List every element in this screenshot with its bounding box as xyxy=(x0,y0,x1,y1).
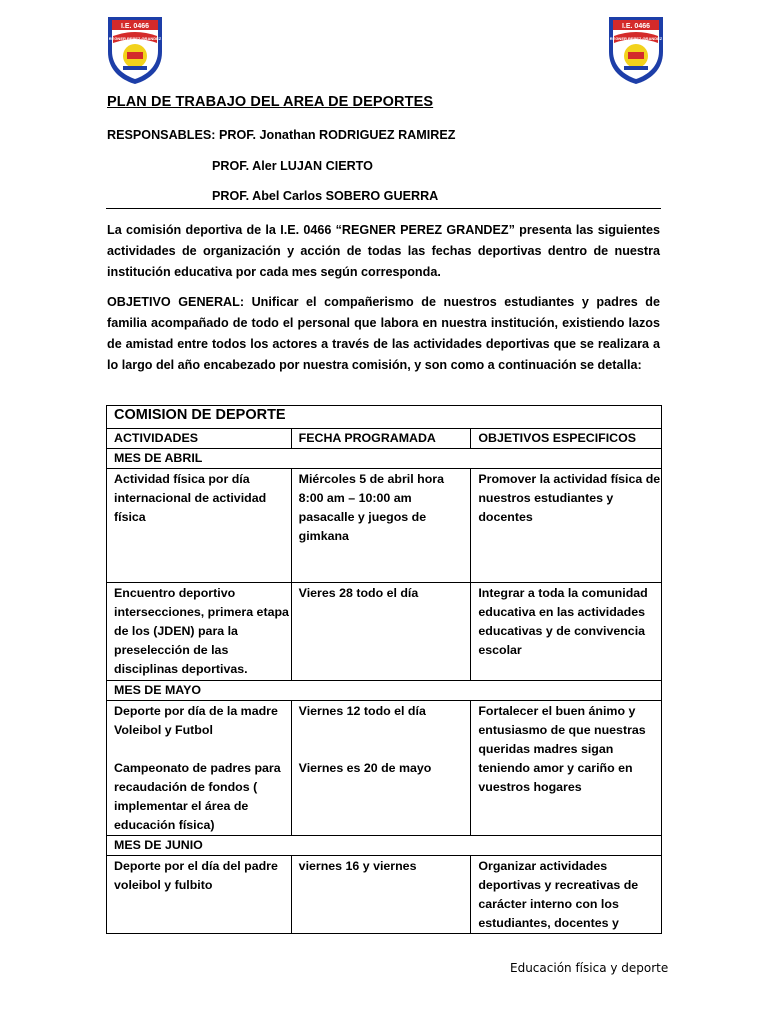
intro-paragraph: La comisión deportiva de la I.E. 0466 “REGNER PEREZ GRANDEZ” presenta las siguientes actividades de organización y acción de todas las fechas deportivas dentro de nuestra institución educativa por cada mes según corresponda. xyxy=(107,223,660,279)
month-label: MES DE ABRIL xyxy=(107,449,662,469)
school-crest-logo-left xyxy=(105,14,165,86)
date-cell: Vieres 28 todo el día xyxy=(291,583,471,681)
table-row xyxy=(107,856,662,934)
date-cell: Miércoles 5 de abril hora 8:00 am – 10:00 am pasacalle y juegos de gimkana xyxy=(291,469,471,583)
date-text: Viernes es 20 de mayo xyxy=(298,761,432,775)
responsable-prof-2: PROF. Aler LUJAN CIERTO xyxy=(212,159,373,173)
school-crest-logo-right xyxy=(606,14,666,86)
objective-cell: Promover la actividad física de nuestros estudiantes y docentes xyxy=(471,469,662,583)
activity-cell xyxy=(107,701,292,836)
table-row xyxy=(107,469,662,583)
activity-cell: Encuentro deportivo intersecciones, primera etapa de los (JDEN) para la preselección de las disciplinas deportivas. xyxy=(107,583,292,681)
activity-cell: Deporte por el día del padre voleibol y fulbito xyxy=(107,856,292,934)
activity-cell: Actividad física por día internacional de actividad física xyxy=(107,469,292,583)
header-objetivos: OBJETIVOS ESPECIFICOS xyxy=(471,429,662,449)
activity-text: Deporte por día de la madre Voleibol y Futbol xyxy=(114,704,278,737)
responsable-prof-3: PROF. Abel Carlos SOBERO GUERRA xyxy=(212,189,439,203)
crest-top-text: I.E. 0466 xyxy=(120,23,150,30)
activity-text: Campeonato de padres para recaudación de fondos ( implementar el área de educación física) xyxy=(114,761,281,832)
date-text: Viernes 12 todo el día xyxy=(298,704,426,718)
crest-band-text: REGNER PEREZ GRANDEZ xyxy=(609,36,663,41)
table-caption-row xyxy=(107,406,662,429)
objective-cell: Organizar actividades deportivas y recreativas de carácter interno con los estudiantes, docentes y xyxy=(471,856,662,934)
month-row-abril xyxy=(107,449,662,469)
objective-cell: Fortalecer el buen ánimo y entusiasmo de que nuestras queridas madres sigan teniendo amor y cariño en vuestros hogares xyxy=(471,701,662,836)
header-divider xyxy=(106,208,661,209)
month-row-junio xyxy=(107,836,662,856)
table-row xyxy=(107,583,662,681)
table-caption: COMISION DE DEPORTE xyxy=(107,406,662,429)
objective-cell: Integrar a toda la comunidad educativa en las actividades educativas y de convivencia escolar xyxy=(471,583,662,681)
table-row xyxy=(107,701,662,836)
month-label: MES DE MAYO xyxy=(107,681,662,701)
document-title: PLAN DE TRABAJO DEL AREA DE DEPORTES xyxy=(107,94,434,110)
month-row-mayo xyxy=(107,681,662,701)
crest-top-text: I.E. 0466 xyxy=(621,23,651,30)
activities-table xyxy=(106,405,662,934)
header-actividades: ACTIVIDADES xyxy=(107,429,292,449)
responsables-line: RESPONSABLES: PROF. Jonathan RODRIGUEZ RAMIREZ xyxy=(107,128,456,142)
date-cell: viernes 16 y viernes xyxy=(291,856,471,934)
month-label: MES DE JUNIO xyxy=(107,836,662,856)
footer-text: Educación física y deporte xyxy=(510,961,669,975)
crest-band-text: REGNER PEREZ GRANDEZ xyxy=(108,36,162,41)
header-fecha: FECHA PROGRAMADA xyxy=(291,429,471,449)
table-header-row xyxy=(107,429,662,449)
objetivo-general-paragraph: OBJETIVO GENERAL: Unificar el compañerismo de nuestros estudiantes y padres de familia acompañado de todo el personal que labora en nuestra institución, existiendo lazos de amistad entre todos los actores a través de las actividades deportivas que se realizara a lo largo del año encabezado por nuestra comisión, y son como a continuación se detalla: xyxy=(107,295,660,372)
date-cell xyxy=(291,701,471,836)
